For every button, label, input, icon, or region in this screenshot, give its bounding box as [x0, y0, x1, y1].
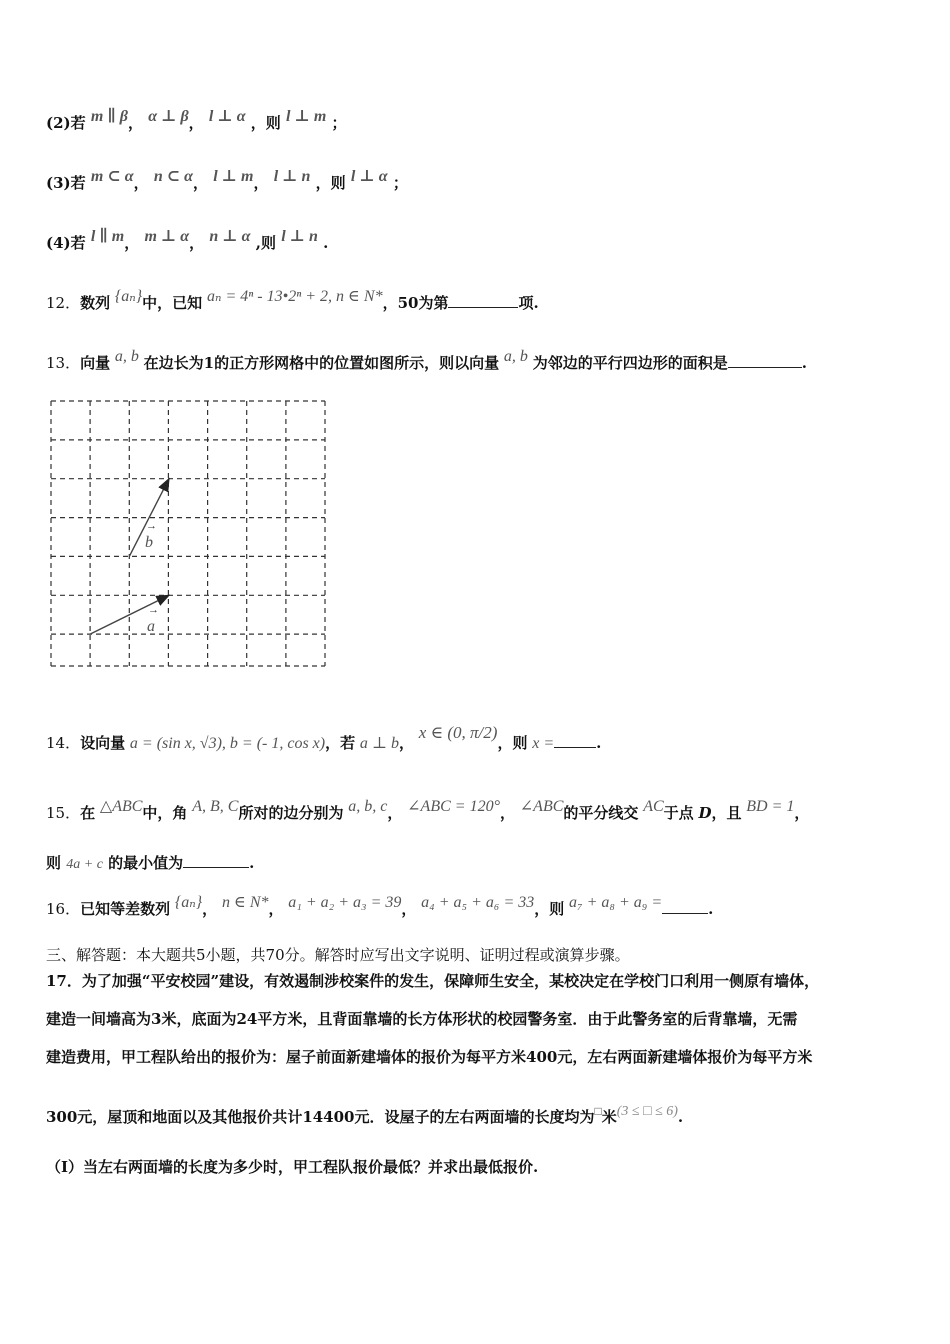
math-expr: a, b — [114, 348, 139, 365]
question-15-line-2: 则 4a + c 的最小值为 . — [46, 854, 255, 872]
math-expr: aₙ = 4ⁿ - 13•2ⁿ + 2, n ∈ N* — [206, 288, 383, 305]
math-expr: BD = 1 — [746, 798, 795, 815]
math-expr: l ⊥ n — [273, 168, 311, 185]
math-expr: 4a + c — [66, 857, 103, 872]
math-expr: a ⊥ b — [359, 735, 399, 752]
math-expr: l ⊥ α — [350, 168, 388, 185]
grid-lines — [51, 401, 325, 666]
q11-item-2: (2)若 m ∥ β， α ⊥ β， l ⊥ α ，则 l ⊥ m ； — [46, 108, 347, 132]
question-17-line-3: 建造费用，甲工程队给出的报价为：屋子前面新建墙体的报价为每平方米400元，左右两面新建墙体报价为每平方米 — [46, 1048, 813, 1066]
q11-item-4: (4)若 l ∥ m， m ⊥ α， n ⊥ α ,则 l ⊥ n . — [46, 228, 329, 252]
math-expr: ∠ABC = 120° — [407, 798, 500, 815]
math-expr: a₄ + a₅ + a₆ = 33 — [421, 894, 535, 911]
math-expr: l ⊥ m — [286, 108, 327, 125]
math-expr: α ⊥ β — [148, 108, 189, 125]
answer-blank — [662, 901, 708, 914]
math-expr: x ∈ (0, π/2) — [418, 723, 498, 742]
math-expr: a = (sin x, √3), b = (- 1, cos x) — [129, 735, 326, 752]
math-expr: x = — [532, 735, 555, 752]
math-expr: l ⊥ n — [281, 228, 318, 245]
math-expr: m ⊂ α — [90, 168, 134, 185]
math-expr: {aₙ} — [174, 894, 203, 911]
math-expr: l ∥ m — [90, 228, 125, 245]
question-17-line-4: 300元，屋顶和地面以及其他报价共计14400元．设屋子的左右两面墙的长度均为□米(3 ≤ □ ≤ 6). — [46, 1104, 684, 1126]
math-expr: m ⊥ α — [144, 228, 190, 245]
math-expr: a, b, c — [348, 798, 388, 815]
math-expr: n ⊥ α — [209, 228, 251, 245]
math-expr: AC — [643, 798, 664, 815]
math-expr: △ABC — [99, 798, 143, 815]
question-17-line-1: 17．为了加强“平安校园”建设，有效遏制涉校案件的发生，保障师生安全，某校决定在学校门口利用一侧原有墙体， — [46, 972, 820, 990]
math-expr: {aₙ} — [114, 288, 143, 305]
answer-blank — [728, 355, 802, 368]
answer-blank — [183, 855, 249, 868]
math-expr: l ⊥ α — [208, 108, 246, 125]
section-header: 三、解答题：本大题共5小题，共70分。解答时应写出文字说明、证明过程或演算步骤。 — [46, 946, 630, 964]
vector-a-arrow-symbol: → — [148, 604, 159, 616]
question-17-part-1: （Ⅰ）当左右两面墙的长度为多少时，甲工程队报价最低？并求出最低报价. — [46, 1158, 539, 1176]
question-13: 13．向量 a, b 在边长为1的正方形网格中的位置如图所示，则以向量 a, b 为邻边的平行四边形的面积是 . — [46, 348, 807, 372]
question-16: 16．已知等差数列 {aₙ}， n ∈ N*， a₁ + a₂ + a₃ = 39， a₄ + a₅ + a₆ = 33，则 a₇ + a₈ + a₉ = . — [46, 894, 714, 918]
math-expr: m ∥ β — [90, 108, 128, 125]
vector-b-label: b — [145, 534, 153, 551]
answer-blank — [448, 295, 518, 308]
q11-item-3: (3)若 m ⊂ α， n ⊂ α， l ⊥ m， l ⊥ n ，则 l ⊥ α ； — [46, 168, 408, 192]
math-expr: a₁ + a₂ + a₃ = 39 — [288, 894, 402, 911]
vector-a-label: a — [147, 618, 155, 635]
math-expr: l ⊥ m — [213, 168, 254, 185]
placeholder-box-symbol: □ — [594, 1104, 602, 1118]
question-17-line-2: 建造一间墙高为3米，底面为24平方米，且背面靠墙的长方体形状的校园警务室．由于此警务室的后背靠墙，无需 — [46, 1010, 798, 1028]
question-12: 12．数列 {aₙ}中，已知 aₙ = 4ⁿ - 13•2ⁿ + 2, n ∈ N*，50为第 项. — [46, 288, 539, 312]
question-14: 14．设向量 a = (sin x, √3), b = (- 1, cos x)，若 a ⊥ b， x ∈ (0, π/2)，则 x = . — [46, 723, 602, 752]
math-expr: (3 ≤ □ ≤ 6) — [616, 1104, 678, 1119]
answer-blank — [554, 735, 596, 748]
math-expr: ∠ABC — [519, 798, 564, 815]
math-expr: n ∈ N* — [221, 894, 269, 911]
math-expr: n ⊂ α — [153, 168, 193, 185]
vector-b-arrow-symbol: → — [146, 520, 157, 532]
math-expr: A, B, C — [192, 798, 239, 815]
vector-grid-figure — [48, 398, 330, 670]
math-expr: a, b — [503, 348, 528, 365]
math-expr: a₇ + a₈ + a₉ = — [569, 894, 663, 911]
question-15: 15．在 △ABC中，角 A, B, C所对的边分别为 a, b, c， ∠ABC = 120°， ∠ABC的平分线交 AC于点 D，且 BD = 1， — [46, 798, 810, 822]
